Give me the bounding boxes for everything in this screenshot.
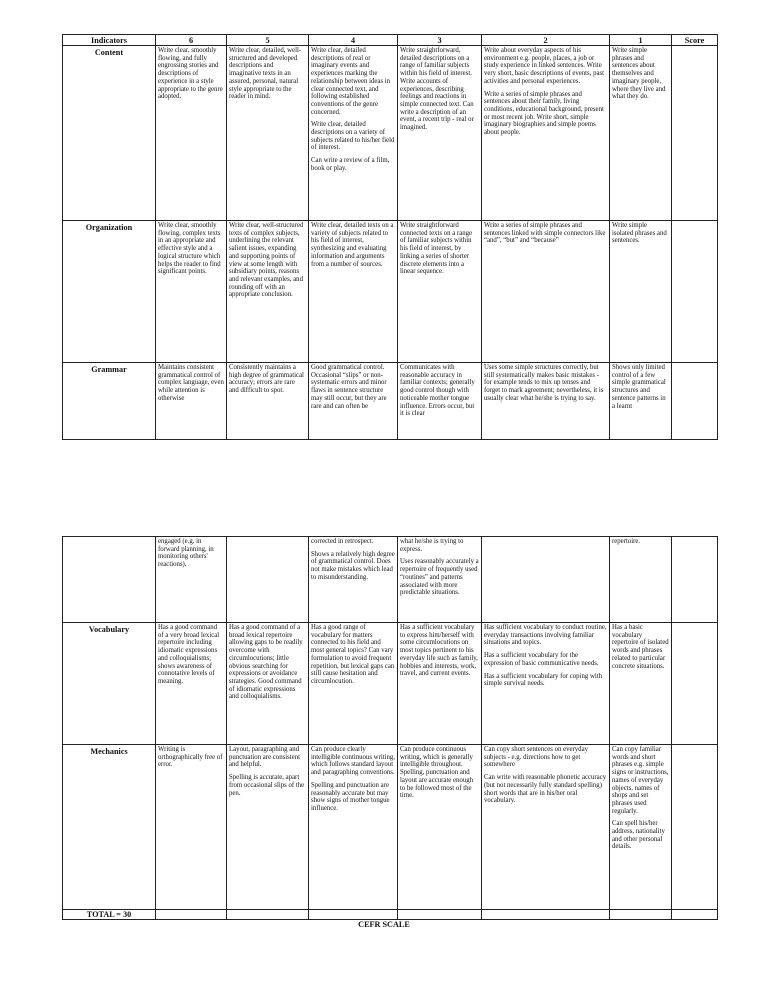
cell-text: Has sufficient vocabulary to conduct routine, everyday transactions involving familiar situations and topics. — [484, 624, 607, 647]
mechanics-score — [672, 745, 718, 910]
cell-text: Consistently maintains a high degree of grammatical accuracy; errors are rare and difficult to spot. — [229, 364, 304, 395]
cell-text: Layout, paragraphing and punctuation are consistent and helpful. — [229, 746, 300, 769]
cell-text: Write a series of simple phrases and sentences linked with simple connectors like “and”, “but” and “because” — [484, 222, 606, 245]
content-level-6 — [156, 46, 227, 221]
cell-text: Write simple phrases and sentences about themselves and imaginary people, where they live and what they do. — [612, 47, 666, 101]
row-organization — [63, 221, 718, 363]
cell-text: Has a good command of a broad lexical repertoire allowing gaps to be readily overcome with circumlocutions; little obvious searching for expressions or avoidance strategies. Good command of idiomatic expressions and colloquialisms. — [229, 624, 303, 701]
cell-text: Write clear, smoothly flowing, complex texts in an appropriate and effective style and a logical structure which helps the reader to find significant points. — [158, 222, 221, 276]
total-level-6 — [156, 910, 227, 920]
indicator-mechanics: Mechanics — [63, 745, 156, 910]
organization-level-4 — [309, 221, 398, 363]
cell-text: what he/she is trying to express. — [400, 538, 464, 553]
header-row — [63, 35, 718, 46]
rubric-table-page-2 — [62, 536, 718, 920]
mechanics-level-4 — [309, 745, 398, 910]
cell-text: Write clear, well-structured texts of complex subjects, underlining the relevant salient issues, expanding and supporting points of view at some length with subsidiary points, reasons and relevant examples, and rounding off with an appropriate conclusion. — [229, 222, 304, 299]
cell-text: Can copy familiar words and short phrases e.g. simple signs or instructions, names of everyday objects, names of shops and set phrases used regularly. — [612, 746, 669, 815]
total-level-3 — [398, 910, 482, 920]
header-indicators: Indicators — [63, 35, 156, 46]
cell-text: Has a sufficient vocabulary for coping with simple survival needs. — [484, 672, 603, 688]
total-label: TOTAL = 30 — [63, 910, 156, 920]
cell-text: Write straightforward connected texts on a range of familiar subjects within his field of interest, by linking a series of shorter discrete elements into a linear sequence. — [400, 222, 473, 276]
vocabulary-level-5 — [227, 623, 309, 745]
grammar-level-6 — [156, 363, 227, 440]
grammar-level-4-continued — [309, 537, 398, 623]
cell-text: Write clear, detailed descriptions on a variety of subjects related to his/her field of interest. — [311, 121, 395, 152]
grammar-level-5 — [227, 363, 309, 440]
cell-text: Can write a review of a film, book or play. — [311, 157, 390, 172]
content-score — [672, 46, 718, 221]
mechanics-level-3 — [398, 745, 482, 910]
grammar-level-2 — [482, 363, 610, 440]
grammar-level-3-continued — [398, 537, 482, 623]
total-level-2 — [482, 910, 610, 920]
grammar-level-1 — [610, 363, 672, 440]
cefr-scale-caption: CEFR SCALE — [358, 920, 410, 929]
organization-level-3 — [398, 221, 482, 363]
grammar-level-1-continued — [610, 537, 672, 623]
cell-text: corrected in retrospect. — [311, 538, 374, 545]
cell-text: Writing is orthographically free of error. — [158, 746, 223, 769]
grammar-level-3 — [398, 363, 482, 440]
header-level-3: 3 — [398, 35, 482, 46]
header-level-2: 2 — [482, 35, 610, 46]
cell-text: Has a basic vocabulary repertoire of isolated words and phrases related to particular concrete situations. — [612, 624, 669, 670]
cell-text: Can copy short sentences on everyday subjects - e.g. directions how to get somewhere — [484, 746, 588, 769]
header-level-5: 5 — [227, 35, 309, 46]
total-level-1 — [610, 910, 672, 920]
grammar-score — [672, 363, 718, 440]
grammar-level-5-continued — [227, 537, 309, 623]
header-level-6: 6 — [156, 35, 227, 46]
cell-text: Spelling and punctuation are reasonably accurate but may show signs of mother tongue influence. — [311, 781, 390, 812]
cell-text: Shows a relatively high degree of grammatical control. Does not make mistakes which lead to misunderstanding. — [311, 550, 395, 581]
mechanics-level-6 — [156, 745, 227, 910]
total-score — [672, 910, 718, 920]
content-level-4 — [309, 46, 398, 221]
rubric-table-page-1 — [62, 34, 718, 440]
cell-text: Write clear, detailed descriptions of real or imaginary events and experiences marking the relationship between ideas in clear connected text, and following established conventions of the genre concerned. — [311, 47, 391, 116]
mechanics-level-5 — [227, 745, 309, 910]
grammar-level-4 — [309, 363, 398, 440]
indicator-vocabulary: Vocabulary — [63, 623, 156, 745]
row-content — [63, 46, 718, 221]
cell-text: Can produce continuous writing, which is generally intelligible throughout. Spelling, punctuation and layout are accurate enough to be followed most of the time. — [400, 746, 474, 800]
row-vocabulary — [63, 623, 718, 745]
cell-text: Uses some simple structures correctly, but still systematically makes basic mistakes - for example tends to mix up tenses and forget to mark agreement; nevertheless, it is usually clear what he/she is trying to say. — [484, 364, 604, 402]
cell-text: Write clear, smoothly flowing, and fully engrossing stories and descriptions of experience in a style appropriate to the genre adopted. — [158, 47, 223, 101]
cell-text: Has a sufficient vocabulary for the expression of basic communicative needs. — [484, 652, 599, 667]
row-grammar-continued — [63, 537, 718, 623]
vocabulary-level-3 — [398, 623, 482, 745]
grammar-level-2-continued — [482, 537, 610, 623]
header-score: Score — [672, 35, 718, 46]
organization-level-2 — [482, 221, 610, 363]
vocabulary-level-2 — [482, 623, 610, 745]
grammar-score-continued — [672, 537, 718, 623]
cell-text: Write simple isolated phrases and sentences. — [612, 222, 667, 245]
content-level-2 — [482, 46, 610, 221]
content-level-1 — [610, 46, 672, 221]
cell-text: Has a sufficient vocabulary to express him/herself with some circumlocutions on most topics pertinent to his everyday life such as family, hobbies and interests, work, travel, and current events. — [400, 624, 478, 678]
row-mechanics — [63, 745, 718, 910]
cell-text: Write a series of simple phrases and sentences about their family, living conditions, educational background, present or most recent job. Write short, simple imaginary biographies and simple poems about people. — [484, 90, 604, 137]
vocabulary-level-1 — [610, 623, 672, 745]
organization-level-6 — [156, 221, 227, 363]
vocabulary-level-4 — [309, 623, 398, 745]
cell-text: Write clear, detailed texts on a variety of subjects related to his field of interest, synthesizing and evaluating information and arguments from a number of sources. — [311, 222, 394, 268]
grammar-level-6-continued — [156, 537, 227, 623]
cell-text: Has a good command of a very broad lexical repertoire including idiomatic expressions and colloquialisms; shows awareness of connotative levels of meaning. — [158, 624, 220, 685]
grammar-indicator-continued — [63, 537, 156, 623]
indicator-organization: Organization — [63, 221, 156, 363]
cell-text: Uses reasonably accurately a repertoire of frequently used “routines” and patterns associated with more predictable situations. — [400, 558, 479, 597]
cell-text: Can produce clearly intelligible continuous writing, which follows standard layout and paragraphing conventions. — [311, 746, 396, 777]
cell-text: repertoire. — [612, 538, 641, 545]
cell-text: Write straightforward, detailed descriptions on a range of familiar subjects within his field of interest. Write accounts of experiences, describing feelings and reactions in simple connected text. Can write a description of an event, a recent trip - real or imagined. — [400, 47, 474, 132]
cell-text: Write about everyday aspects of his environment e.g. people, places, a job or study experience in linked sentences. Write very short, basic descriptions of events, past activities and personal experiences. — [484, 47, 605, 85]
cell-text: Can spell his/her address, nationality and other personal details. — [612, 820, 665, 851]
cell-text: Can write with reasonable phonetic accuracy (but not necessarily fully standard spelling) short words that are in his/her oral vocabulary. — [484, 774, 607, 805]
cell-text: Write clear, detailed, well-structured and developed descriptions and imaginative texts in an assured, personal, natural style appropriate to the reader in mind. — [229, 47, 302, 101]
row-total — [63, 910, 718, 920]
cell-text: Maintains consistent grammatical control of complex language, even while attention is otherwise — [158, 364, 224, 402]
organization-level-5 — [227, 221, 309, 363]
indicator-content: Content — [63, 46, 156, 221]
organization-score — [672, 221, 718, 363]
vocabulary-score — [672, 623, 718, 745]
organization-level-1 — [610, 221, 672, 363]
header-level-4: 4 — [309, 35, 398, 46]
cell-text: Shows only limited control of a few simple grammatical structures and sentence patterns in a learnt — [612, 364, 666, 410]
mechanics-level-1 — [610, 745, 672, 910]
indicator-grammar: Grammar — [63, 363, 156, 440]
cell-text: engaged (e.g. in forward planning, in monitoring others' reactions). — [158, 538, 214, 569]
total-level-4 — [309, 910, 398, 920]
total-level-5 — [227, 910, 309, 920]
vocabulary-level-6 — [156, 623, 227, 745]
mechanics-level-2 — [482, 745, 610, 910]
content-level-5 — [227, 46, 309, 221]
header-level-1: 1 — [610, 35, 672, 46]
row-grammar — [63, 363, 718, 440]
cell-text: Communicates with reasonable accuracy in familiar contexts; generally good control though with noticeable mother tongue influence. Errors occur, but it is clear — [400, 364, 475, 418]
cell-text: Spelling is accurate, apart from occasional slips of the pen. — [229, 774, 305, 797]
content-level-3 — [398, 46, 482, 221]
cell-text: Good grammatical control. Occasional “slips” or non-systematic errors and minor flaws in sentence structure may still occur, but they are rare and can often be — [311, 364, 387, 410]
cell-text: Has a good range of vocabulary for matters connected to his field and most general topics? Can vary formulation to avoid frequent repetition, but lexical gaps can still cause hesitation and circumlocution. — [311, 624, 395, 685]
